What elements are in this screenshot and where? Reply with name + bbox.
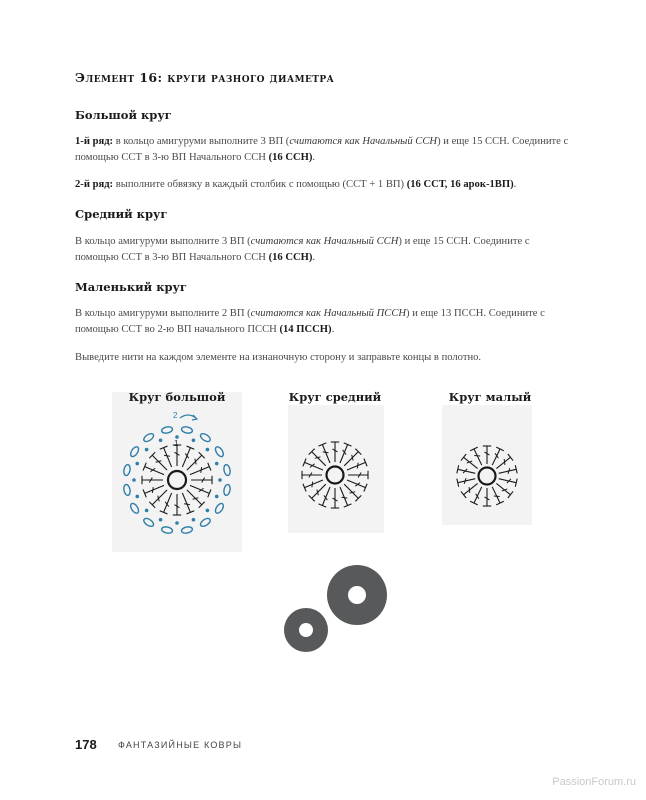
stitch-symbol [164,493,172,512]
chain-arc-icon [199,517,211,528]
stitch-symbol [164,448,172,467]
chain-arc-icon [123,464,131,476]
stitch-top-bar [461,491,466,498]
stitch-symbol [458,479,476,483]
stitch-symbol [347,480,365,488]
chain-arc-icon [223,464,231,476]
stitch-symbol [190,485,209,493]
stitch-top-bar [508,491,513,498]
stitch-symbol [182,493,190,512]
stitch-count: (16 ССН) [268,152,313,163]
chain-arc-icon [199,432,211,443]
slip-stitch-dot [215,462,219,466]
slip-stitch-dot [145,509,149,513]
diagram-caption-large: Круг большой [128,390,226,404]
stitch-symbol [305,462,323,470]
stitch-cross-bar [467,461,472,463]
stitch-symbol [145,485,164,493]
stitch-top-bar [470,501,478,505]
stitch-top-bar [508,454,513,461]
text: выполните обвязку в каждый столбик с помощью (ССТ + 1 ВП) [113,179,407,190]
chain-arc-icon [214,445,225,457]
chain-arc-icon [181,426,193,434]
text: . [513,179,517,190]
stitch-symbol [190,467,209,475]
page-heading: Элемент 16: круги разного диаметра [75,70,335,85]
stitch-cross-bar [474,456,480,457]
stitch-cross-bar [164,455,170,456]
stitch-symbol [474,487,482,503]
stitch-symbol [347,462,365,470]
stitch-cross-bar [195,459,196,465]
stitch-cross-bar [201,467,202,473]
slip-stitch-dot [218,478,222,482]
slip-stitch-dot [192,518,196,522]
stitch-symbol [312,452,326,466]
stitch-cross-bar [350,492,356,493]
row-label: 1-й ряд: [75,136,114,147]
chain-arc-icon [142,432,154,443]
stitch-symbol [305,480,323,488]
stitch-symbol [499,469,517,473]
stitch-cross-bar [315,457,321,458]
crochet-chart-small [457,446,517,506]
stitch-symbol [492,487,500,503]
slip-stitch-dot [215,495,219,499]
chain-arc-icon [129,502,140,514]
chain-arc-icon [223,484,231,496]
stitch-symbol [312,484,326,498]
stitch-top-bar [496,447,504,451]
chain-arc-icon [214,502,225,514]
chain-arc-icon [161,526,173,534]
stitch-symbol [340,487,348,505]
emphasis: считаются как Начальный ПССН [250,308,407,319]
stitch-symbol [464,457,478,468]
text: . [312,252,316,263]
photo-small-circle-hole [299,623,313,637]
stitch-top-bar [496,501,504,505]
magic-ring-icon [168,471,186,489]
text: ) и еще 15 ССН. Соедините с помощью ССТ в 3-ю ВП Начального ССН [75,236,530,263]
text: ) и еще 13 ПССН. Соедините с помощью ССТ во 2-ю ВП начального ПССН [75,308,545,335]
stitch-cross-bar [152,487,153,493]
row-1-mark: 1 [174,439,179,448]
book-title: ФАНТАЗИЙНЫЕ КОВРЫ [118,740,243,750]
slip-stitch-dot [192,438,196,442]
text: В кольцо амигуруми выполните 3 ВП ( [75,236,251,247]
stitch-symbol [152,455,167,470]
text: . [312,152,316,163]
page-number: 178 [75,737,97,752]
section-title-small: Маленький круг [75,280,187,294]
stitch-symbol [344,484,358,498]
stitch-top-bar [470,447,478,451]
stitch-symbol [322,445,330,463]
stitch-count: (16 ССН) [268,252,313,263]
stitch-cross-bar [504,459,505,465]
chain-arc-icon [123,484,131,496]
diagram-caption-small: Круг малый [448,390,532,404]
stitch-symbol [152,490,167,505]
stitch-cross-bar [312,482,313,488]
text: ) и еще 15 ССН. Соедините с помощью ССТ в 3-ю ВП Начального ССН [75,136,569,163]
stitch-count: (14 ПССН) [279,324,332,335]
slip-stitch-dot [135,495,139,499]
slip-stitch-dot [175,521,179,525]
stitch-cross-bar [357,463,358,469]
row-label: 2-й ряд: [75,179,114,190]
stitch-symbol [322,487,330,505]
magic-ring-icon [327,467,344,484]
chain-arc-icon [181,526,193,534]
stitch-symbol [145,467,164,475]
photo-large-circle-hole [348,586,366,604]
stitch-symbol [492,449,500,465]
section-title-medium: Средний круг [75,207,168,221]
stitch-symbol [344,452,358,466]
stitch-top-bar [461,454,466,461]
stitch-symbol [496,457,510,468]
slip-stitch-dot [206,509,210,513]
stitch-cross-bar [352,455,353,461]
text: . [331,324,335,335]
stitch-cross-bar [469,487,470,493]
emphasis: считаются как Начальный ССН [250,236,399,247]
text: В кольцо амигуруми выполните 2 ВП ( [75,308,251,319]
stitch-cross-bar [323,452,329,453]
text: в кольцо амигуруми выполните 3 ВП ( [113,136,290,147]
stitch-cross-bar [317,490,318,496]
slip-stitch-dot [145,448,149,452]
stitch-symbol [187,490,202,505]
stitch-symbol [496,483,510,494]
slip-stitch-dot [206,448,210,452]
stitch-cross-bar [184,504,190,505]
stitch-cross-bar [193,498,199,499]
stitch-symbol [474,449,482,465]
watermark: PassionForum.ru [552,776,636,788]
stitch-cross-bar [502,489,507,491]
stitch-cross-bar [156,461,162,462]
emphasis: считаются как Начальный ССН [289,136,438,147]
row-2-mark: 2 [173,411,178,420]
stitch-cross-bar [158,496,159,502]
slip-stitch-dot [132,478,136,482]
chain-arc-icon [129,445,140,457]
stitch-symbol [340,445,348,463]
stitch-cross-bar [342,497,348,498]
stitch-count: (16 ССТ, 16 арок-1ВП) [406,179,514,190]
paragraph-finish: Выведите нити на каждом элементе на изнаночную сторону и заправьте концы в полотно. [75,352,482,363]
stitch-cross-bar [494,496,500,497]
stitch-symbol [187,455,202,470]
stitch-symbol [182,448,190,467]
crochet-chart-medium [302,442,368,508]
magic-ring-icon [479,468,496,485]
slip-stitch-dot [135,462,139,466]
chain-arc-icon [161,426,173,434]
slip-stitch-dot [159,518,163,522]
slip-stitch-dot [159,438,163,442]
section-title-large: Большой круг [75,108,172,122]
stitch-symbol [464,483,478,494]
diagram-caption-medium: Круг средний [288,390,382,404]
chain-arc-icon [142,517,154,528]
